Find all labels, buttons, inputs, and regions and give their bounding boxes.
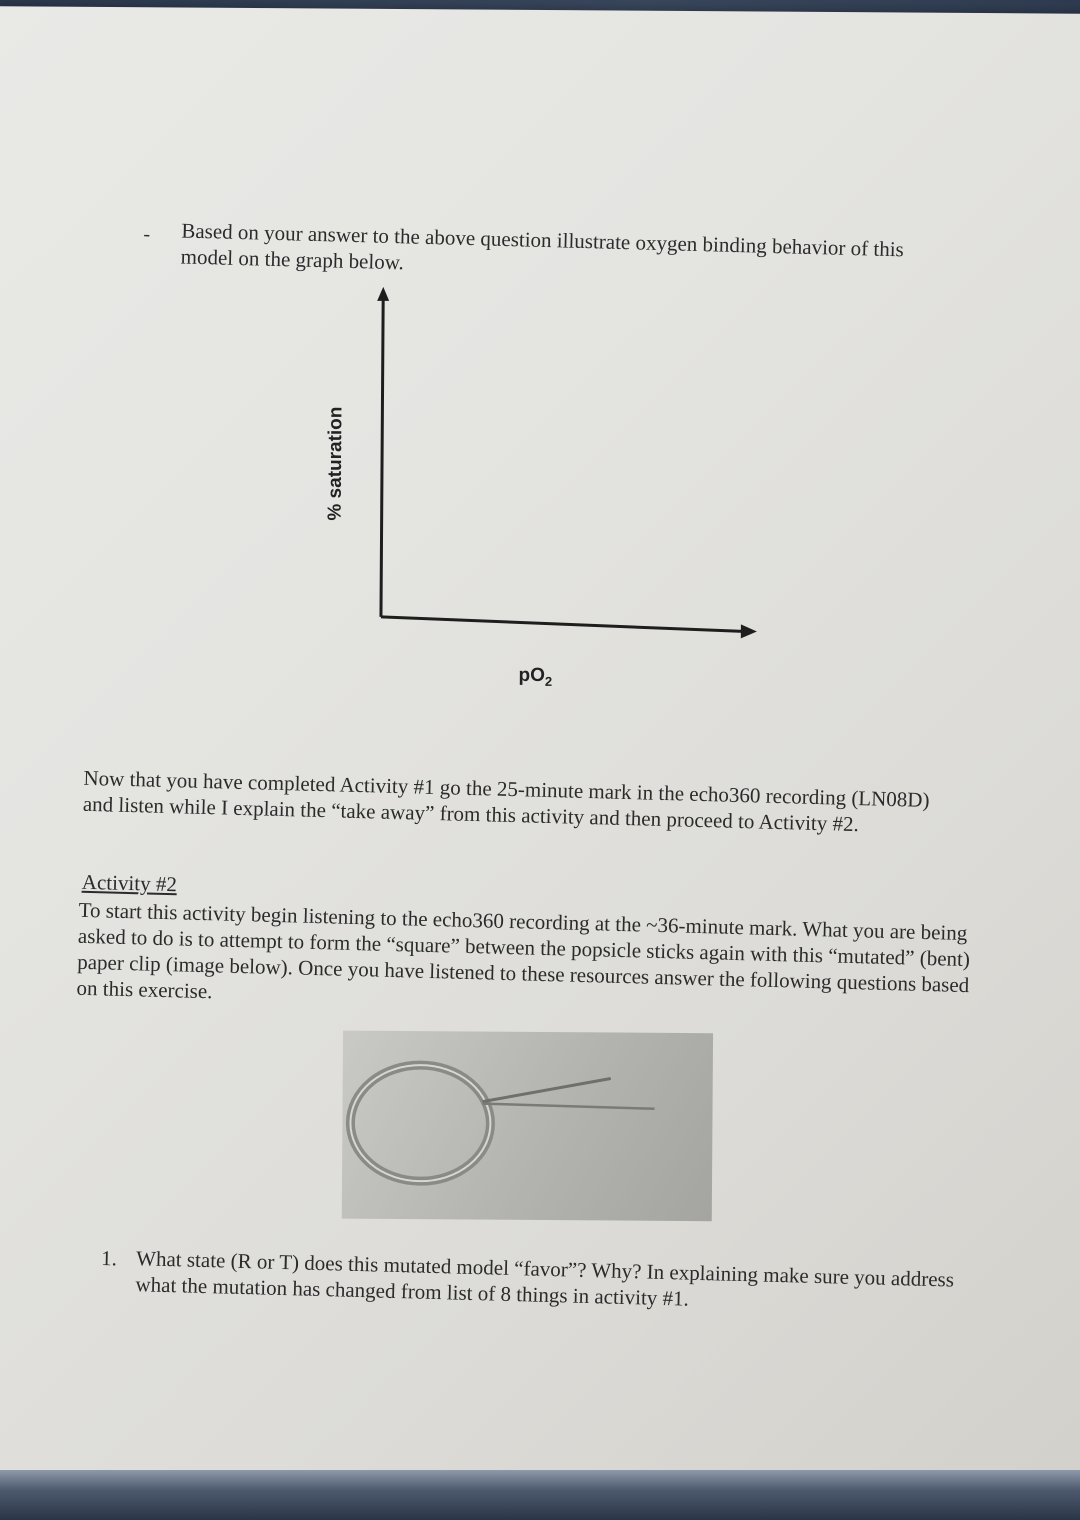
x-axis-label <box>518 665 552 689</box>
bullet-dash: - <box>143 223 151 246</box>
graph-axes <box>310 278 783 701</box>
x-axis-arrowhead <box>741 624 757 638</box>
worksheet-page <box>0 6 1080 1504</box>
paper-clip-wire-upper <box>483 1078 611 1103</box>
paper-clip-wire-lower <box>483 1104 655 1109</box>
paper-clip-drawing <box>342 1031 713 1222</box>
y-axis-label: % saturation <box>324 406 347 521</box>
question-1-number: 1. <box>100 1245 118 1271</box>
question-1-text: What state (R or T) does this mutated model “favor”? Why? In explaining make sure you address what the mutation has changed from list of 8 things in activity #1. <box>135 1246 955 1311</box>
x-axis-label-main: pO <box>518 664 546 687</box>
paper-clip-highlight <box>350 1065 491 1182</box>
y-axis-line <box>381 299 383 617</box>
instruction-paragraph: Now that you have completed Activity #1 go the 25-minute mark in the echo360 recording (LN08D) and listen while I explain the “take away” from this activity and then proceed to Activity #2. <box>82 765 930 837</box>
question-intro-text: Based on your answer to the above question illustrate oxygen binding behavior of this model on the graph below. <box>180 218 905 275</box>
bent-paper-clip-photo <box>342 1031 713 1222</box>
activity-2-heading: Activity #2 <box>81 869 178 897</box>
x-axis-line <box>381 617 743 632</box>
y-axis-arrowhead <box>377 287 389 301</box>
background-bottom <box>0 1470 1080 1520</box>
blank-graph <box>310 278 783 701</box>
x-axis-label-subscript: 2 <box>544 673 553 689</box>
activity-2-body: To start this activity begin listening to the echo360 recording at the ~36-minute mark. What you are being asked to do is to attempt to form the “square” between the popsicle sticks again with this “mutated” (bent) paper clip (image below). Once you have listened to these resources answer the following questions based on this exercise. <box>76 897 971 1004</box>
